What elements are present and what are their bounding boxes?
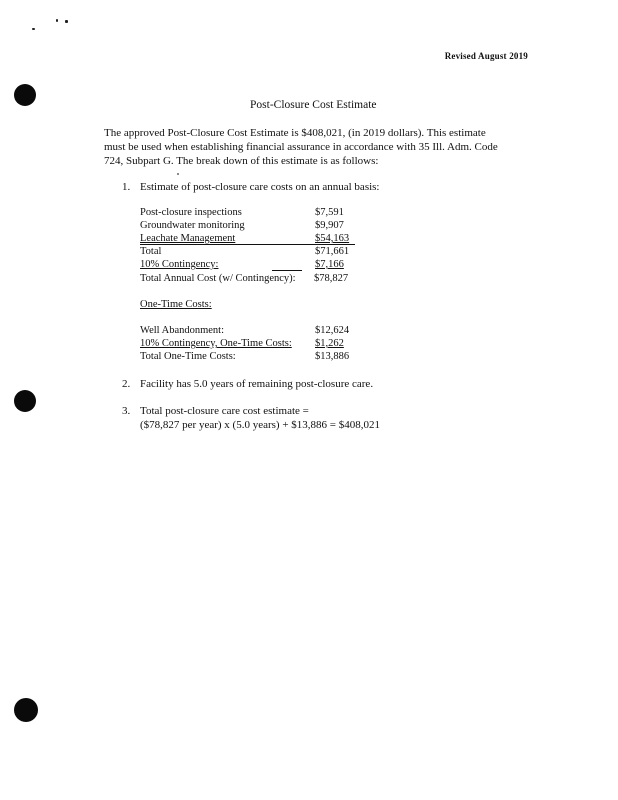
cost-label: Groundwater monitoring (140, 220, 245, 231)
revision-date: Revised August 2019 (444, 51, 528, 61)
cost-label: Post-closure inspections (140, 207, 242, 218)
item-text: Total post-closure care cost estimate = (140, 405, 309, 417)
item-number: 1. (122, 181, 131, 193)
intro-line: must be used when establishing financial assurance in accordance with 35 Ill. Adm. Code (104, 141, 498, 153)
cost-label: 10% Contingency, One-Time Costs: (140, 338, 292, 349)
intro-line: The approved Post-Closure Cost Estimate is $408,021, (in 2019 dollars). This estimate (104, 127, 486, 139)
cost-amount: $7,591 (315, 207, 344, 218)
hole-punch-mark (14, 84, 36, 106)
intro-paragraph (104, 126, 534, 168)
cost-label: Well Abandonment: (140, 325, 225, 336)
hole-punch-mark (14, 698, 38, 722)
item-number: 2. (122, 378, 131, 390)
item-text: ($78,827 per year) x (5.0 years) + $13,886 = $408,021 (140, 419, 380, 431)
cost-amount: $54,163 (315, 233, 350, 244)
intro-line: 724, Subpart G. The break down of this estimate is as follows: (104, 155, 379, 167)
hole-punch-mark (14, 390, 36, 412)
scan-speck (177, 173, 179, 175)
scan-specks (28, 16, 78, 36)
one-time-heading: One-Time Costs: (140, 299, 212, 310)
blank-rule (272, 270, 302, 271)
item-text: Facility has 5.0 years of remaining post-closure care. (140, 378, 374, 390)
item-number: 3. (122, 405, 131, 417)
cost-label: Total One-Time Costs: (140, 351, 236, 362)
cost-label: Total (140, 246, 162, 257)
cost-amount: $1,262 (315, 338, 344, 349)
cost-label: 10% Contingency: (140, 259, 219, 270)
item-text: Estimate of post-closure care costs on an annual basis: (140, 181, 380, 193)
cost-label: Total Annual Cost (w/ Contingency): (140, 273, 296, 284)
cost-amount: $13,886 (315, 351, 350, 362)
cost-amount: $7,166 (315, 259, 344, 270)
document-title: Post-Closure Cost Estimate (250, 99, 377, 111)
cost-amount: $71,661 (315, 246, 350, 257)
cost-label: Leachate Management (140, 233, 236, 244)
cost-amount: $12,624 (315, 325, 350, 336)
cost-amount: $9,907 (315, 220, 344, 231)
cost-amount: $78,827 (314, 273, 349, 284)
